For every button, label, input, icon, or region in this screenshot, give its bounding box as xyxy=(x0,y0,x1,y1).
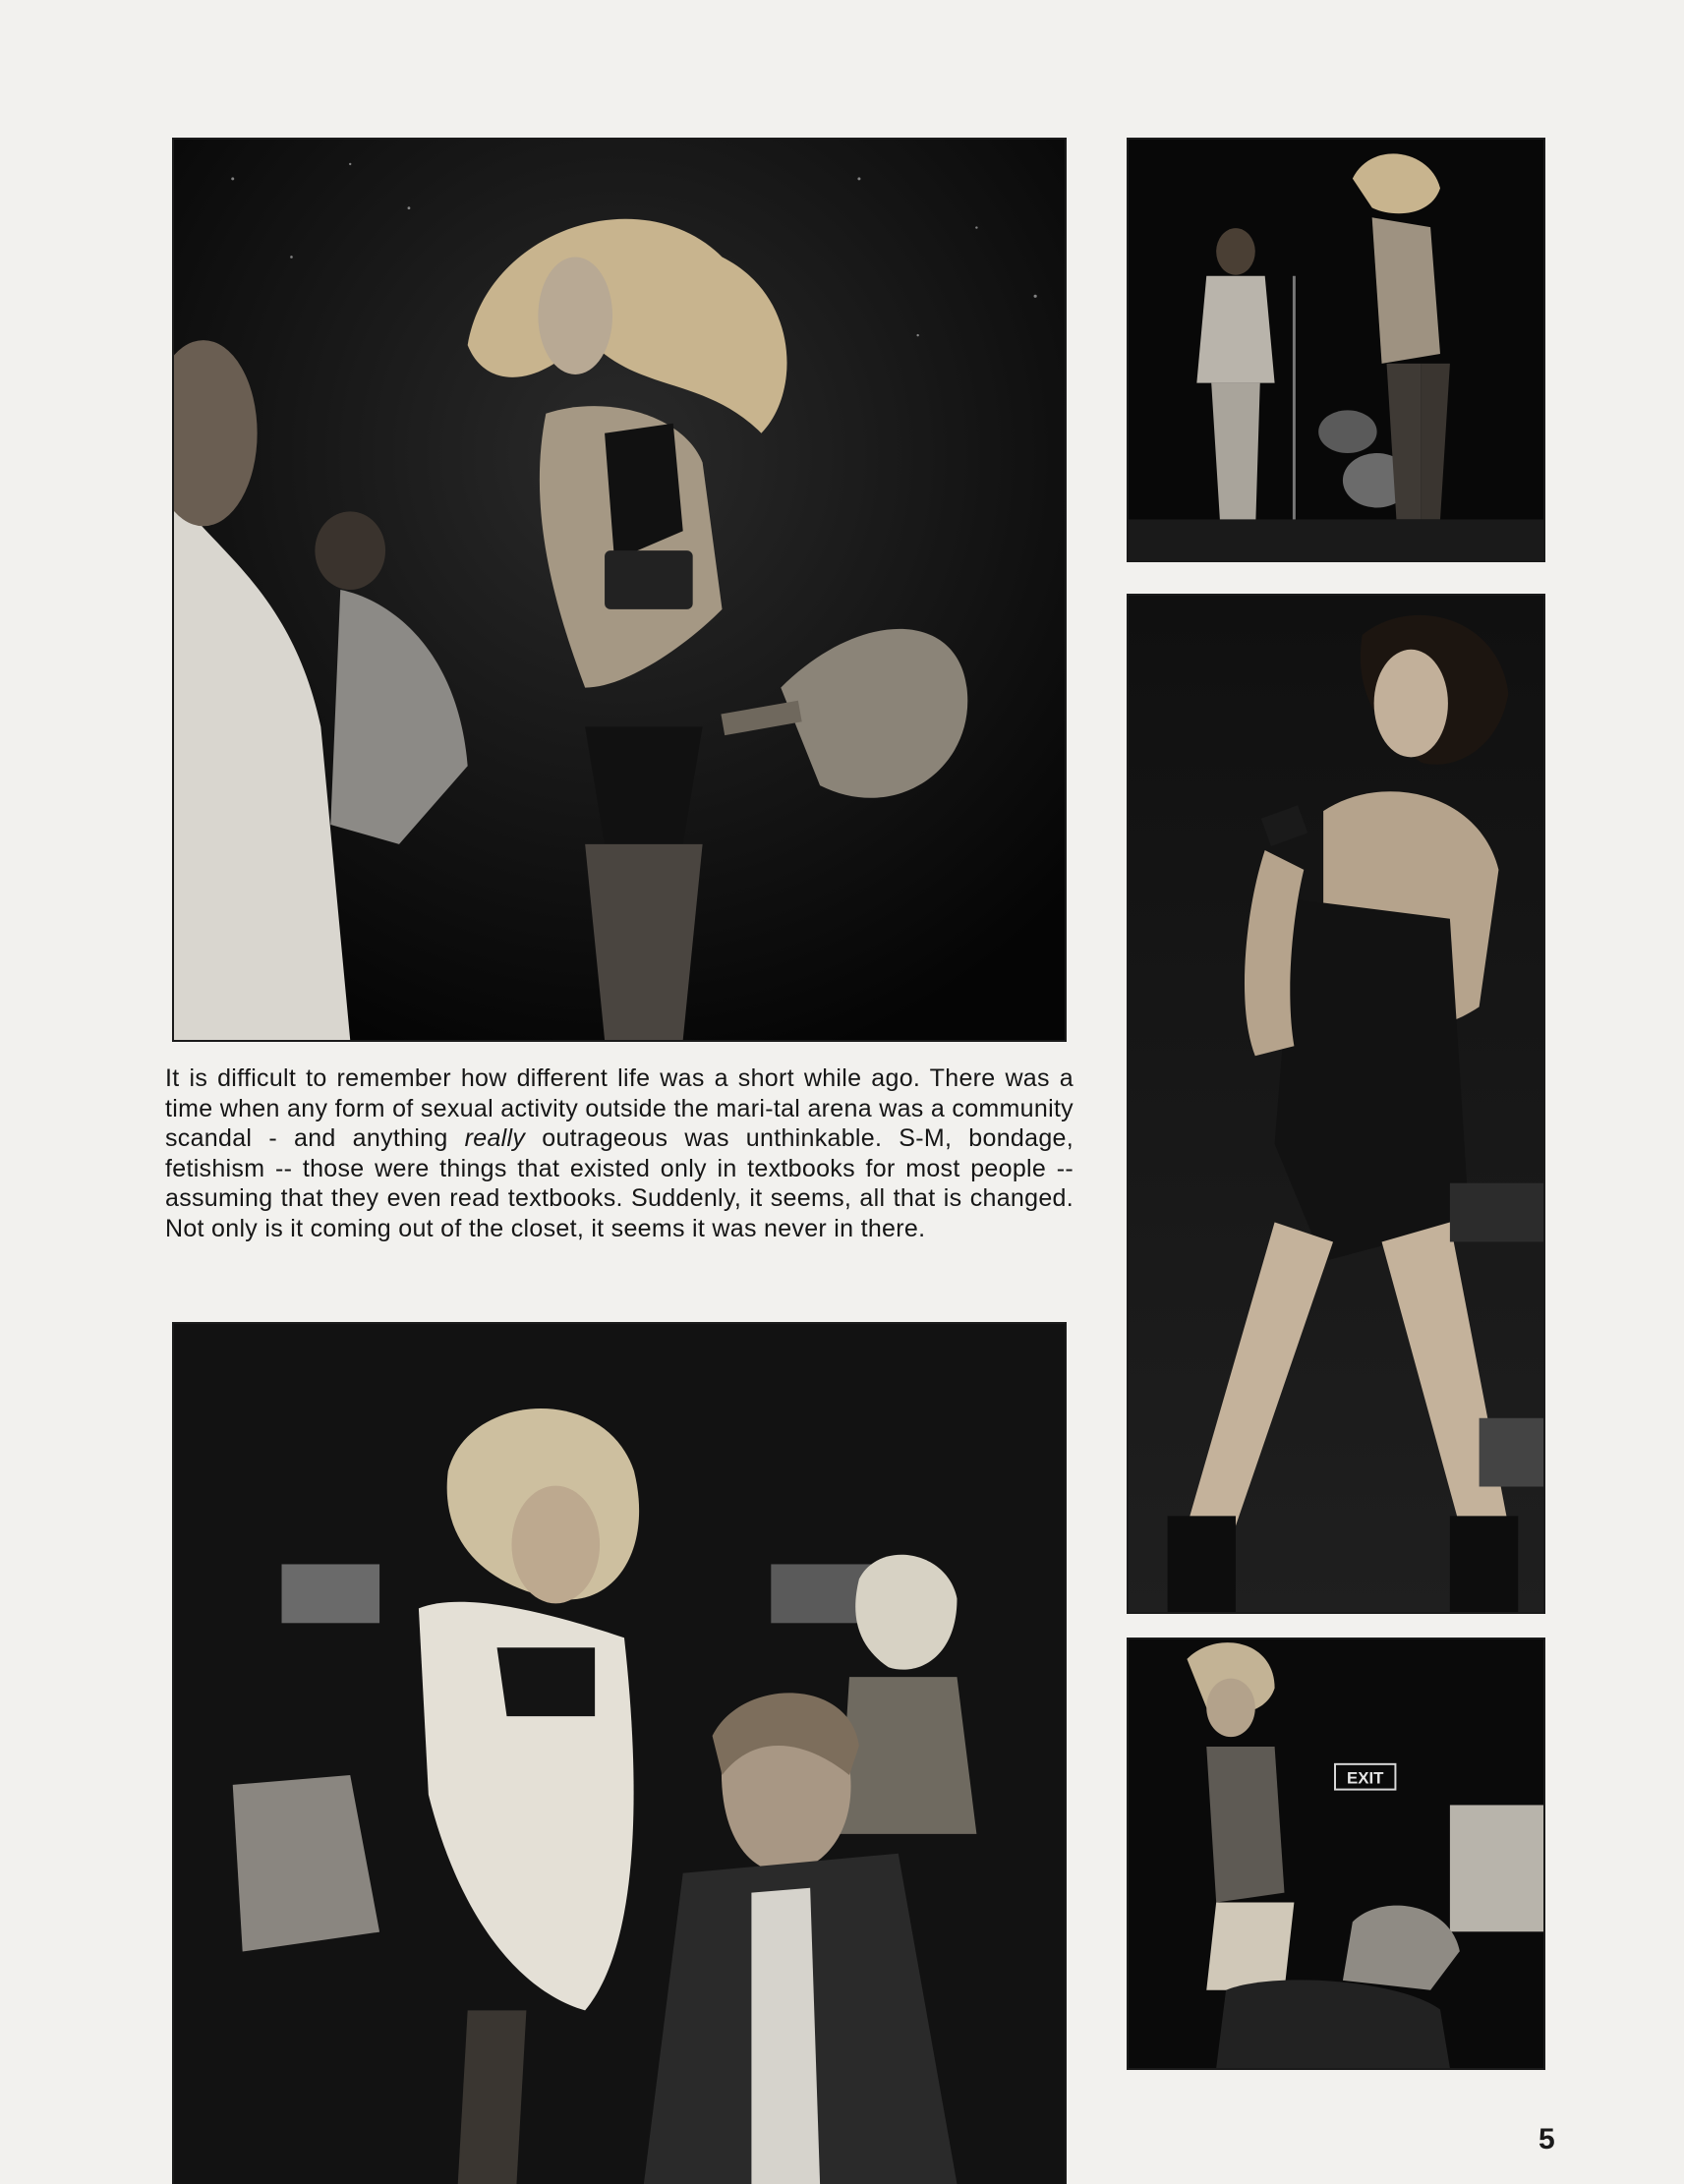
photo-crowd-scene-image xyxy=(174,1324,1065,2184)
photo-performer-exit-sign xyxy=(1127,1638,1545,2070)
body-text-part2: outrageous was unthinkable. S-M, bondage, fetishism -- those were things that existed only in textbooks for most people -- assuming that they even read textbooks. Suddenly, it seems, all that is changed. Not only is it coming out of the closet, it seems it was never in there. xyxy=(165,1124,1074,1242)
photo-performer-with-paddle xyxy=(172,138,1067,1042)
photo-crowd-scene xyxy=(172,1322,1067,2184)
photo-performer-exit-sign-image xyxy=(1129,1639,1543,2068)
body-text-part1: It is difficult to remember how different life was a short while ago. There was a time when any form of sexual activity outside the mari-tal arena was a community scandal - and anything xyxy=(165,1064,1074,1152)
photo-performer-with-paddle-image xyxy=(174,140,1065,1040)
photo-woman-posing xyxy=(1127,594,1545,1614)
page-number: 5 xyxy=(1539,2123,1555,2155)
exit-sign-text: EXIT xyxy=(1347,1768,1384,1788)
body-text xyxy=(165,1063,1074,1243)
photo-woman-posing-image xyxy=(1129,596,1543,1612)
body-text-emphasis: really xyxy=(464,1124,526,1152)
photo-stage-performance xyxy=(1127,138,1545,562)
exit-sign xyxy=(1335,1764,1395,1790)
photo-stage-performance-image xyxy=(1129,140,1543,560)
